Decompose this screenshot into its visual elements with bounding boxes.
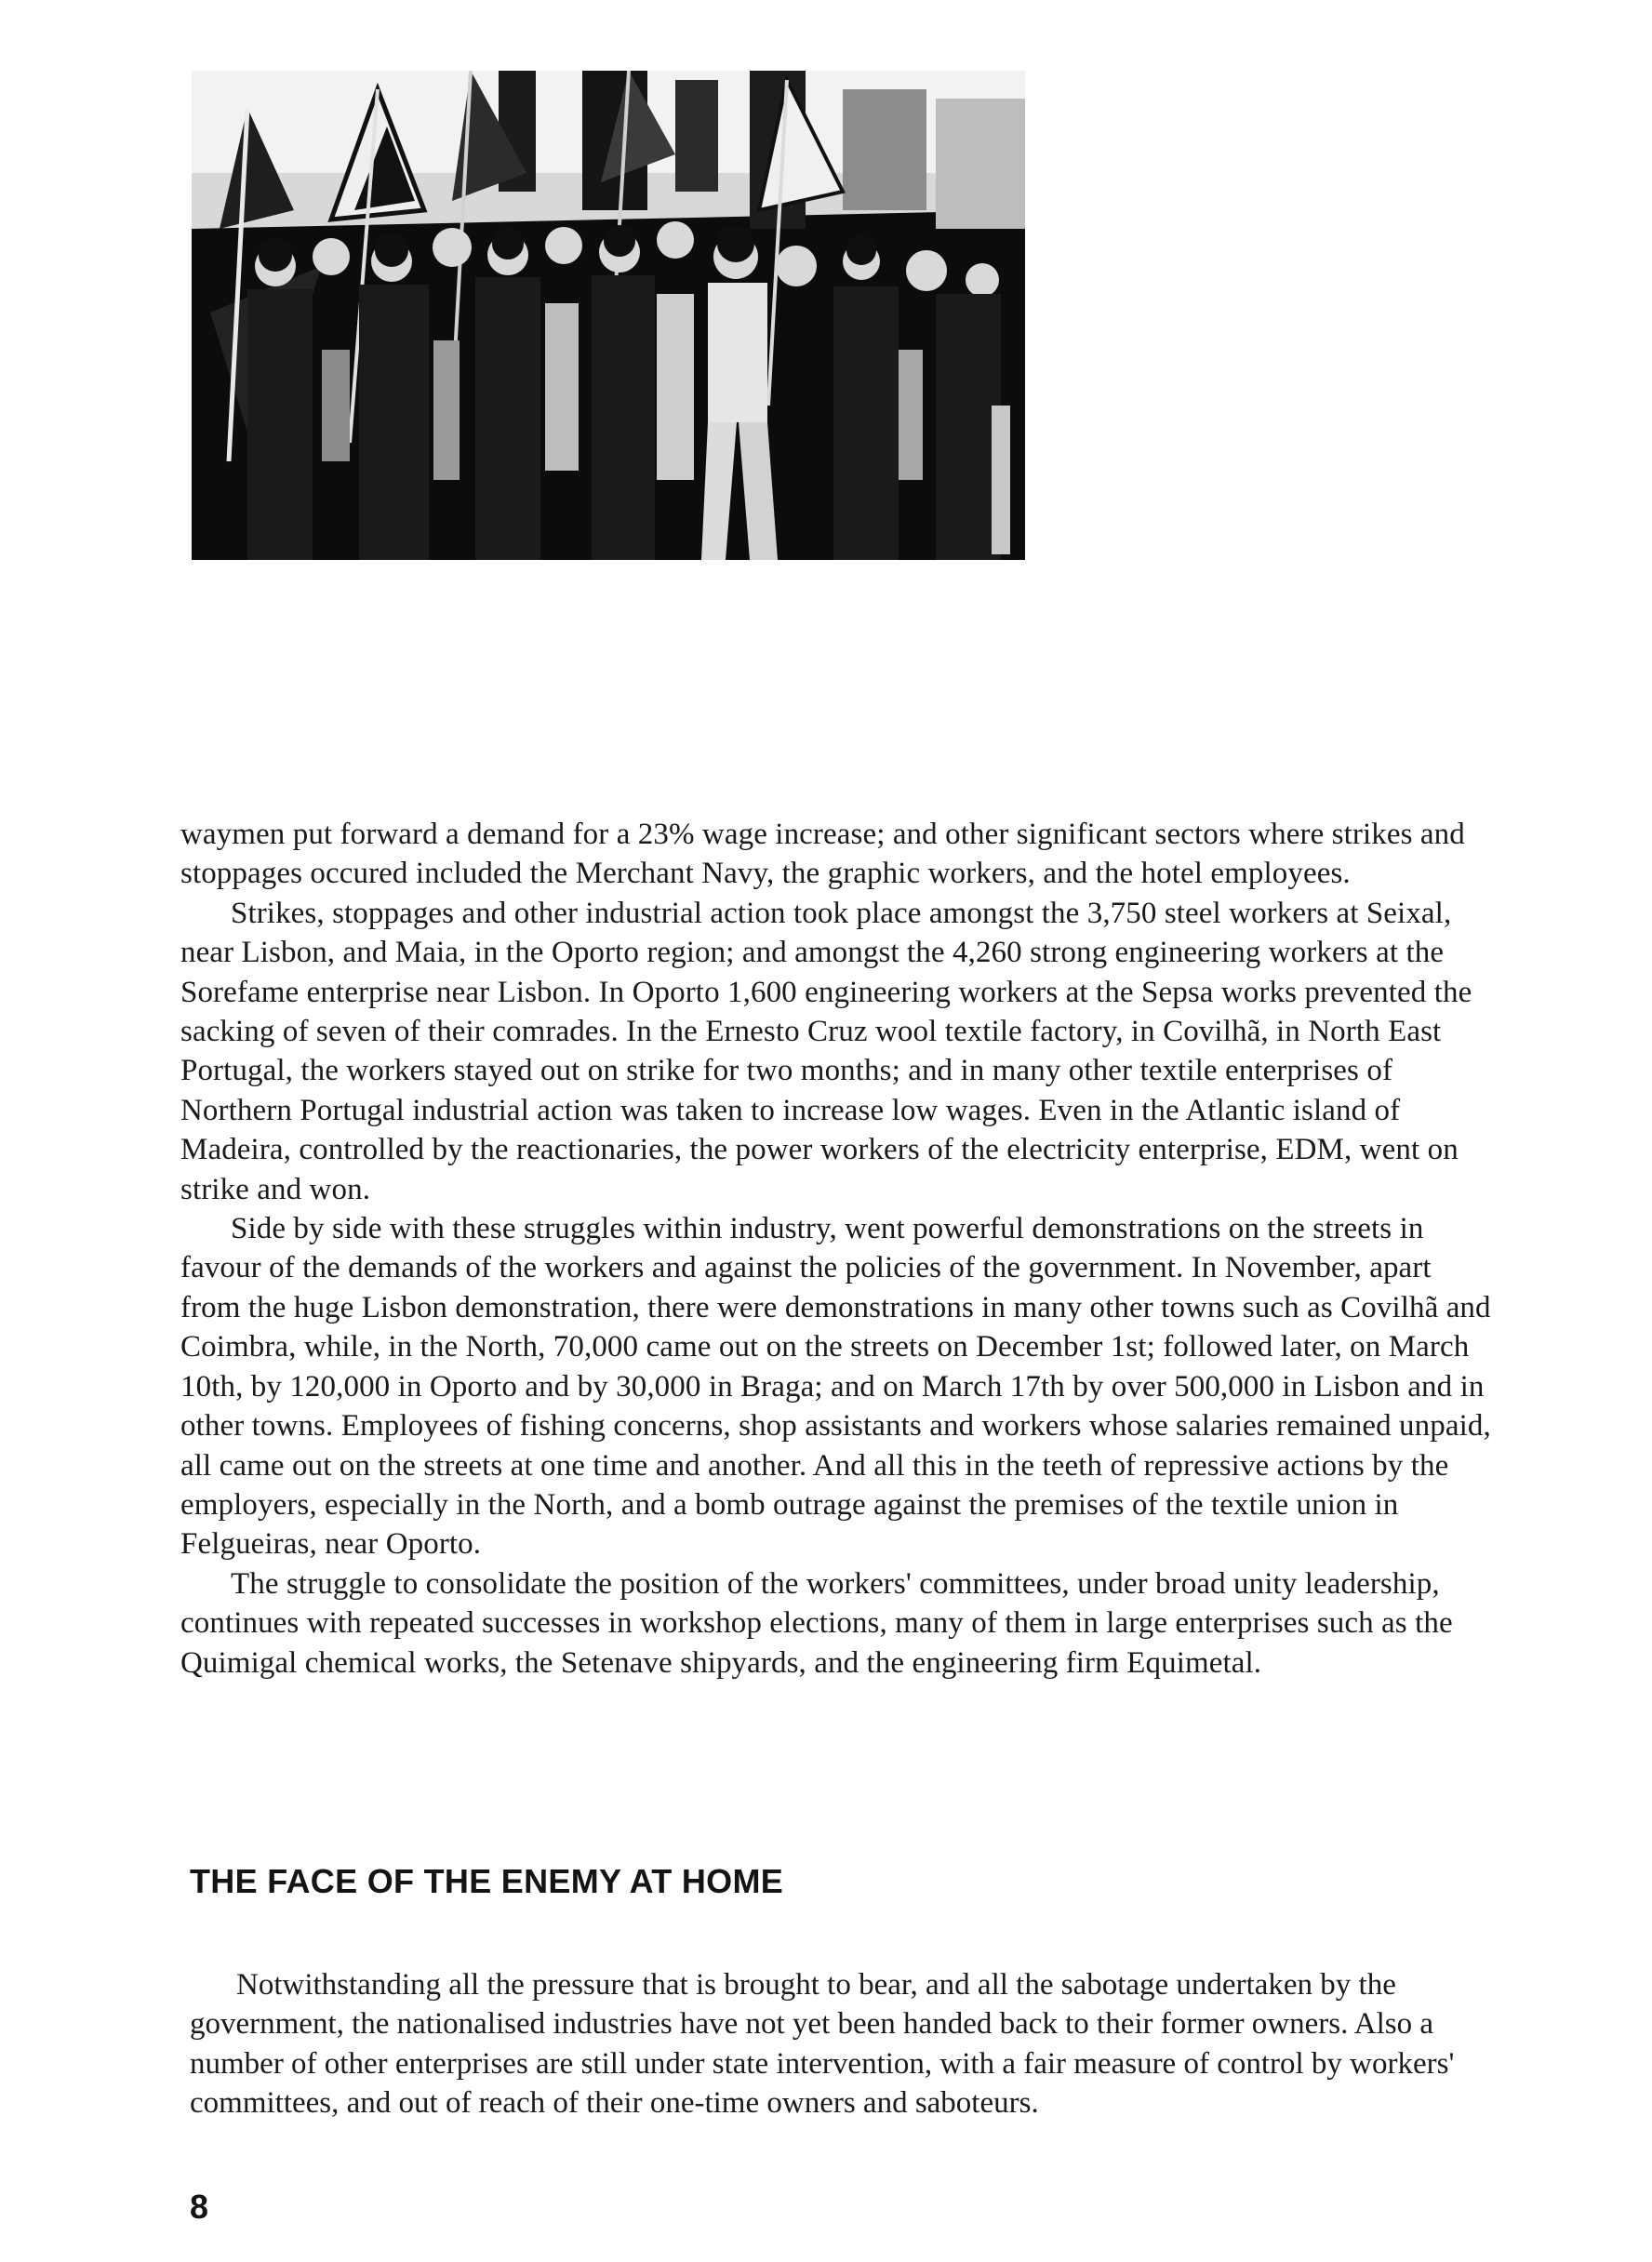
section-heading: THE FACE OF THE ENEMY AT HOME	[190, 1862, 784, 1900]
article-body	[180, 815, 1494, 1683]
paragraph-4: The struggle to consolidate the position of the workers' committees, under broad unity leadership, continues with repeated successes in workshop elections, many of them in large enterprises such as the Quimigal chemical works, the Setenave shipyards, and the engineering firm Equimetal.	[180, 1566, 1453, 1680]
crowd-with-flags-image	[192, 71, 1025, 560]
paragraph-3: Side by side with these struggles within industry, went powerful demonstrations on the streets in favour of the demands of the workers and against the policies of the government. In November, apart from the huge Lisbon demonstration, there were demonstrations in many other towns such as Covilhã and Coimbra, while, in the North, 70,000 came out on the streets on December 1st; followed later, on March 10th, by 120,000 in Oporto and by 30,000 in Braga; and on March 17th by over 500,000 in Lisbon and in other towns. Employees of fishing concerns, shop assistants and workers whose salaries remained unpaid, all came out on the streets at one time and another. And all this in the teeth of repressive actions by the employers, especially in the North, and a bomb outrage against the premises of the textile union in Felgueiras, near Oporto.	[180, 1212, 1491, 1562]
paragraph-2: Strikes, stoppages and other industrial action took place amongst the 3,750 steel workers at Seixal, near Lisbon, and Maia, in the Oporto region; and amongst the 4,260 strong engineering workers at the Sorefame enterprise near Lisbon. In Oporto 1,600 engineering workers at the Sepsa works prevented the sacking of seven of their comrades. In the Ernesto Cruz wool textile factory, in Covilhã, in North East Portugal, the workers stayed out on strike for two months; and in many other textile enterprises of Northern Portugal industrial action was taken to increase low wages. Even in the Atlantic island of Madeira, controlled by the reactionaries, the power workers of the electricity enterprise, EDM, went on strike and won.	[180, 896, 1472, 1206]
section-paragraph-1: Notwithstanding all the pressure that is brought to bear, and all the sabotage undertaken by the government, the nationalised industries have not yet been handed back to their former owners. Also a number of other enterprises are still under state intervention, with a fair measure of control by workers' committees, and out of reach of their one-time owners and saboteurs.	[190, 1968, 1455, 2121]
paragraph-1: waymen put forward a demand for a 23% wage increase; and other significant sectors where strikes and stoppages occured included the Merchant Navy, the graphic workers, and the hotel employees.	[180, 818, 1465, 891]
demonstration-photo	[192, 71, 1025, 560]
page-number: 8	[190, 2188, 209, 2226]
section-body	[190, 1965, 1496, 2123]
